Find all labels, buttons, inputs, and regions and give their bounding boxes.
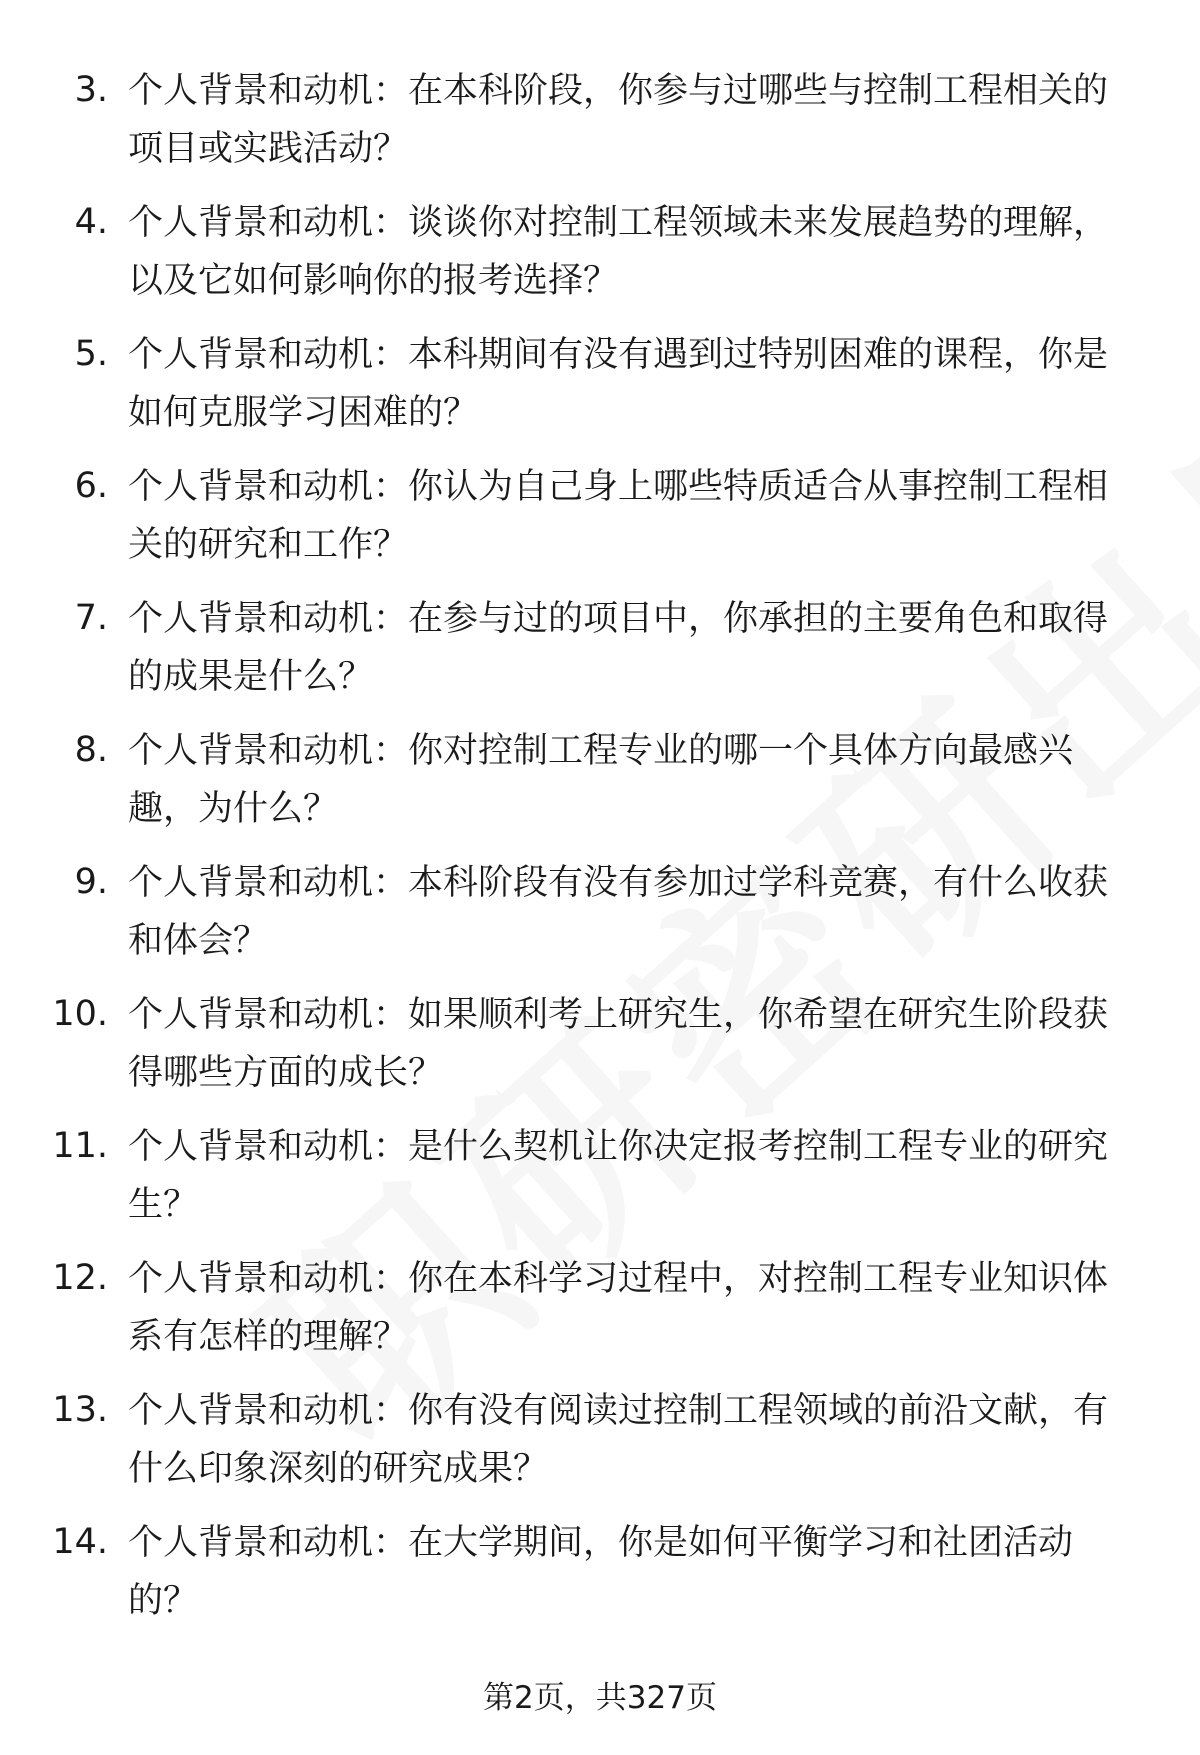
question-item bbox=[0, 50, 1200, 182]
question-text: 个人背景和动机：在大学期间，你是如何平衡学习和社团活动的？ bbox=[128, 1523, 1074, 1621]
question-text: 个人背景和动机：本科期间有没有遇到过特别困难的课程，你是如何克服学习困难的？ bbox=[128, 335, 1109, 433]
question-number: 4. bbox=[74, 202, 108, 242]
question-number: 7. bbox=[74, 598, 108, 638]
page-footer: 第2页，共327页 bbox=[483, 1680, 717, 1716]
question-item bbox=[0, 1502, 1200, 1634]
question-number: 3. bbox=[74, 70, 108, 110]
question-text: 个人背景和动机：是什么契机让你决定报考控制工程专业的研究生？ bbox=[128, 1127, 1109, 1225]
question-number: 11. bbox=[52, 1126, 108, 1166]
question-item bbox=[0, 1238, 1200, 1370]
question-item bbox=[0, 1106, 1200, 1238]
question-item bbox=[0, 182, 1200, 314]
question-text: 个人背景和动机：你认为自己身上哪些特质适合从事控制工程相关的研究和工作？ bbox=[128, 467, 1109, 565]
question-item bbox=[0, 710, 1200, 842]
question-item bbox=[0, 314, 1200, 446]
question-list bbox=[0, 50, 1200, 1634]
question-text: 个人背景和动机：本科阶段有没有参加过学科竞赛，有什么收获和体会？ bbox=[128, 863, 1109, 961]
question-item bbox=[0, 974, 1200, 1106]
question-text: 个人背景和动机：如果顺利考上研究生，你希望在研究生阶段获得哪些方面的成长？ bbox=[128, 995, 1109, 1093]
question-item bbox=[0, 446, 1200, 578]
question-item bbox=[0, 1370, 1200, 1502]
question-text: 个人背景和动机：你对控制工程专业的哪一个具体方向最感兴趣，为什么？ bbox=[128, 731, 1074, 829]
question-number: 12. bbox=[52, 1258, 108, 1298]
question-item bbox=[0, 842, 1200, 974]
question-text: 个人背景和动机：你有没有阅读过控制工程领域的前沿文献，有什么印象深刻的研究成果？ bbox=[128, 1391, 1109, 1489]
question-number: 5. bbox=[74, 334, 108, 374]
question-text: 个人背景和动机：谈谈你对控制工程领域未来发展趋势的理解，以及它如何影响你的报考选择？ bbox=[128, 203, 1109, 301]
question-number: 14. bbox=[52, 1522, 108, 1562]
question-text: 个人背景和动机：在本科阶段，你参与过哪些与控制工程相关的项目或实践活动？ bbox=[128, 71, 1109, 169]
question-number: 13. bbox=[52, 1390, 108, 1430]
question-item bbox=[0, 578, 1200, 710]
question-number: 6. bbox=[74, 466, 108, 506]
question-text: 个人背景和动机：你在本科学习过程中，对控制工程专业知识体系有怎样的理解？ bbox=[128, 1259, 1109, 1357]
question-number: 8. bbox=[74, 730, 108, 770]
question-text: 个人背景和动机：在参与过的项目中，你承担的主要角色和取得的成果是什么？ bbox=[128, 599, 1109, 697]
question-number: 10. bbox=[52, 994, 108, 1034]
question-number: 9. bbox=[74, 862, 108, 902]
